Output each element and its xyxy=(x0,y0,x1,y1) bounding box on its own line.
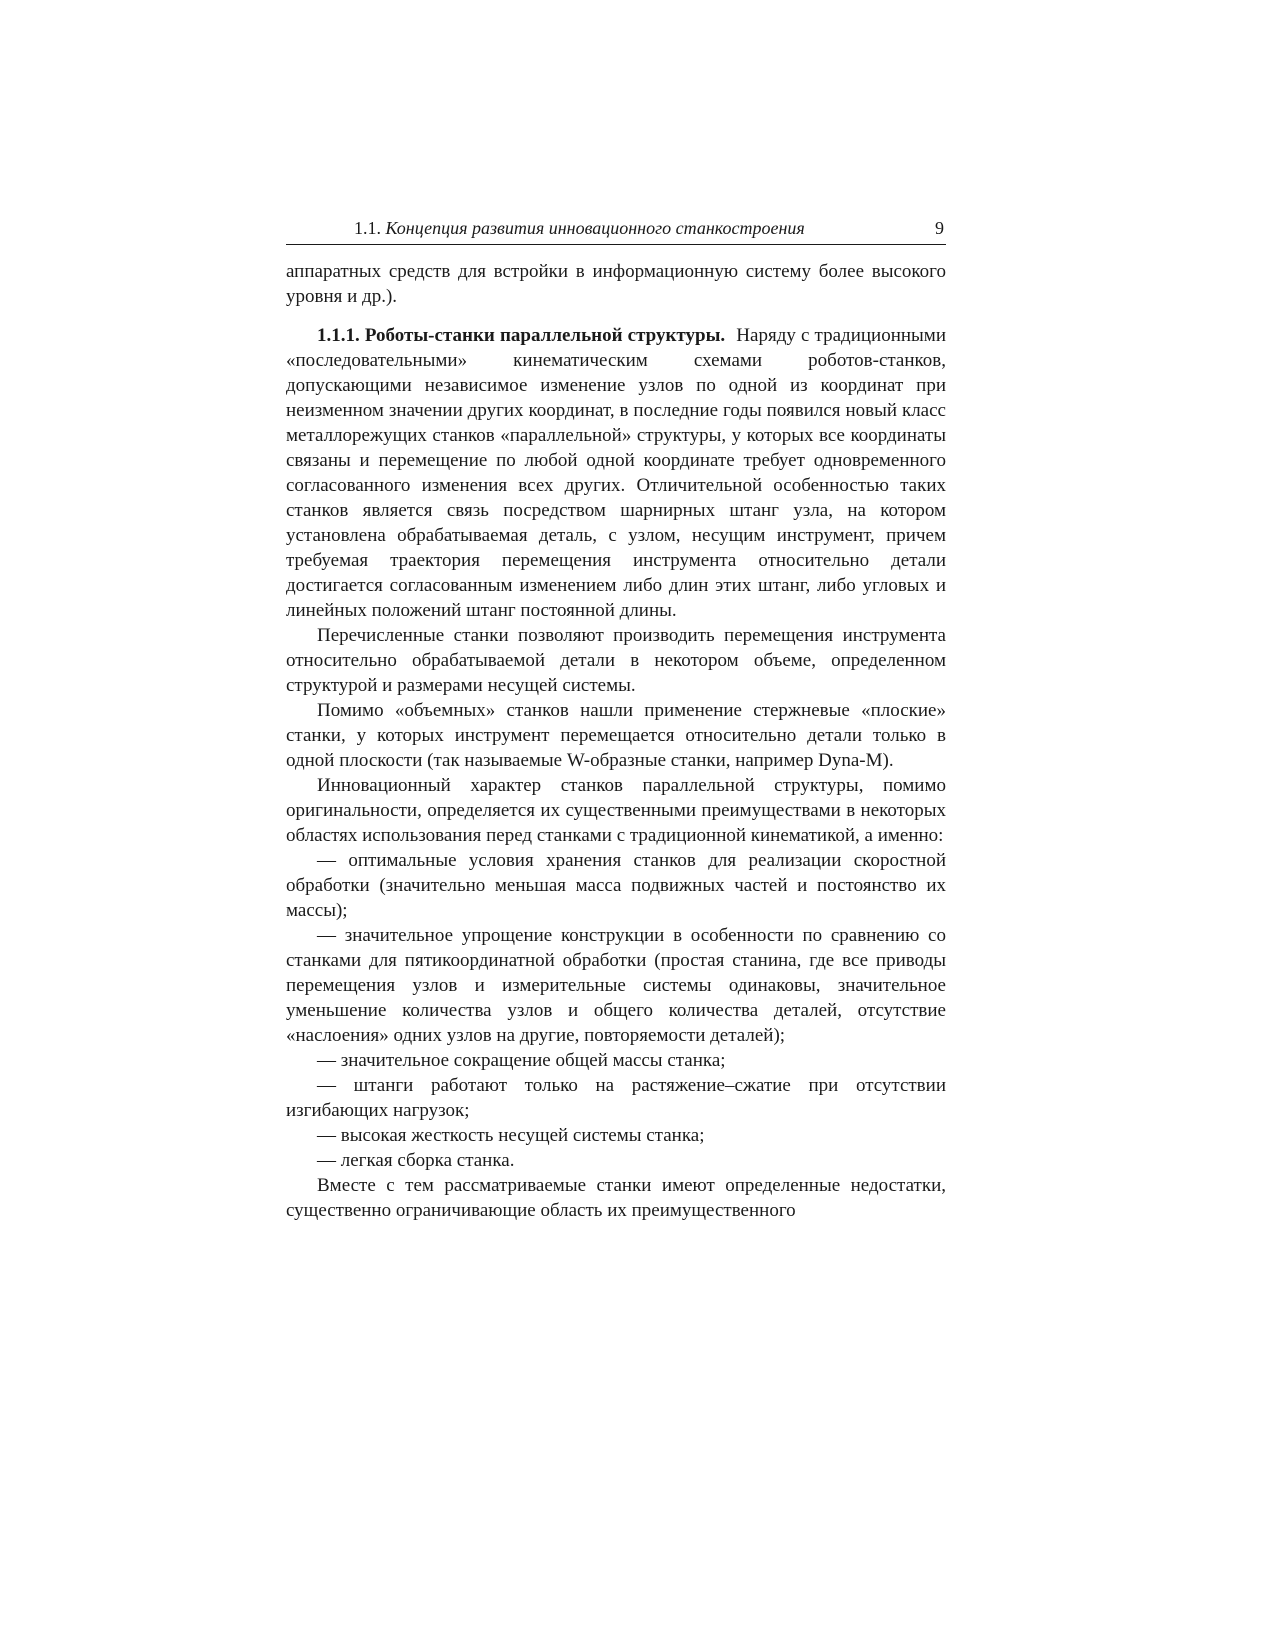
list-item: — значительное упрощение конструкции в особенности по сравнению со станками для пятикоординатной обработки (простая станина, где все приводы перемещения узлов и измерительные системы одинаковы, значительное уменьшение количества узлов и общего количества деталей, отсутствие «наслоения» одних узлов на другие, повторяемости деталей); xyxy=(286,925,946,1046)
paragraph: Вместе с тем рассматриваемые станки имеют определенные недостатки, существенно ограничивающие область их преимущественного xyxy=(286,1175,946,1221)
section-paragraph xyxy=(286,323,946,623)
paragraph: Перечисленные станки позволяют производить перемещения инструмента относительно обрабатываемой детали в некотором объеме, определенном структурой и размерами несущей системы. xyxy=(286,625,946,696)
body-text xyxy=(286,259,946,1223)
section-heading: 1.1.1. Роботы-станки параллельной структуры. xyxy=(317,325,726,346)
list-item: — легкая сборка станка. xyxy=(317,1150,515,1171)
list-item: — штанги работают только на растяжение–сжатие при отсутствии изгибающих нагрузок; xyxy=(286,1075,946,1121)
paragraph-text: Наряду с традиционными «последовательными» кинематическим схемами роботов-станков, допускающими независимое изменение узлов по одной из координат при неизменном значении других координат, в последние годы появился новый класс металлорежущих станков «параллельной» структуры, у которых все координаты связаны и перемещение по любой одной координате требует одновременного согласованного изменения всех других. Отличительной особенностью таких станков является связь посредством шарнирных штанг узла, на котором установлена обрабатываемая деталь, с узлом, несущим инструмент, причем требуемая траектория перемещения инструмента относительно детали достигается согласованным изменением либо длин этих штанг, либо угловых и линейных положений штанг постоянной длины. xyxy=(286,325,946,621)
list-item: — высокая жесткость несущей системы станка; xyxy=(317,1125,705,1146)
list-item: — значительное сокращение общей массы станка; xyxy=(317,1050,726,1071)
paragraph: Инновационный характер станков параллельной структуры, помимо оригинальности, определяется их существенными преимуществами в некоторых областях использования перед станками с традиционной кинематикой, а именно: xyxy=(286,775,946,846)
list-item: — оптимальные условия хранения станков для реализации скоростной обработки (значительно меньшая масса подвижных частей и постоянство их массы); xyxy=(286,850,946,921)
running-head xyxy=(286,218,946,245)
book-page xyxy=(286,218,946,1223)
page-number: 9 xyxy=(935,218,944,238)
running-head-section-number: 1.1. xyxy=(354,218,381,238)
paragraph-continuation: аппаратных средств для встройки в информационную систему более высокого уровня и др.). xyxy=(286,261,946,307)
paragraph: Помимо «объемных» станков нашли применение стержневые «плоские» станки, у которых инструмент перемещается относительно детали только в одной плоскости (так называемые W-образные станки, например Dyna-M). xyxy=(286,700,946,771)
running-head-chapter-title: Концепция развития инновационного станкостроения xyxy=(385,218,805,238)
running-head-title xyxy=(354,218,805,239)
